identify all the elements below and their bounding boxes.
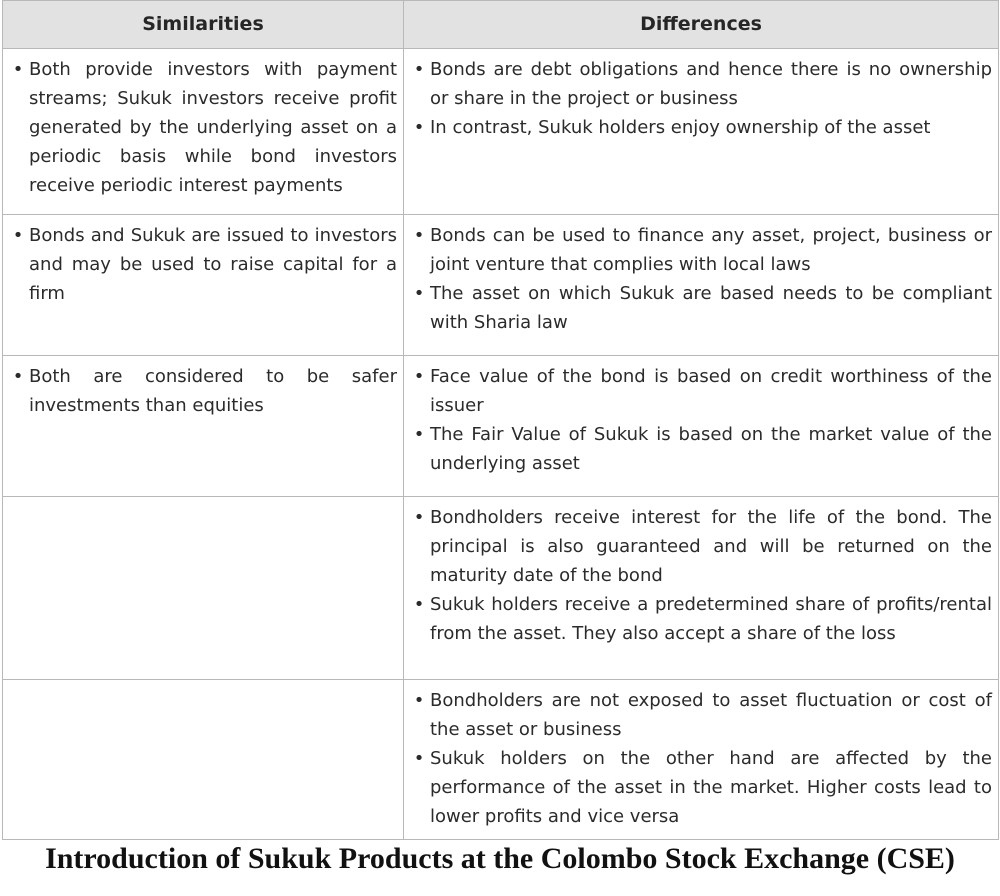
comparison-table — [2, 0, 999, 840]
similarities-cell-empty — [3, 680, 404, 840]
differences-cell — [404, 680, 999, 840]
list-item — [410, 420, 992, 478]
list-item-text: Both provide investors with payment streams; Sukuk investors receive profit generated by the underlying asset on a periodic basis while bond investors receive periodic interest payments — [29, 59, 397, 196]
bullet-list — [9, 55, 397, 200]
differences-header: Differences — [404, 1, 999, 49]
bullet-icon: • — [413, 225, 425, 246]
list-item — [410, 503, 992, 590]
similarities-header: Similarities — [3, 1, 404, 49]
list-item — [9, 55, 397, 200]
bullet-list — [410, 362, 992, 478]
table-header-row — [3, 1, 999, 49]
list-item — [410, 590, 992, 648]
table-row — [3, 680, 999, 840]
table-row — [3, 497, 999, 680]
bullet-icon: • — [413, 117, 425, 138]
list-item — [410, 55, 992, 113]
similarities-cell — [3, 49, 404, 215]
bullet-list — [410, 686, 992, 831]
differences-cell — [404, 356, 999, 497]
document-caption: Introduction of Sukuk Products at the Colombo Stock Exchange (CSE) — [45, 842, 955, 875]
bullet-icon: • — [413, 507, 425, 528]
list-item-text: Bonds can be used to finance any asset, project, business or joint venture that complies with local laws — [430, 225, 992, 275]
bullet-list — [410, 221, 992, 337]
table-row — [3, 49, 999, 215]
bullet-list — [410, 503, 992, 648]
bullet-icon: • — [413, 690, 425, 711]
bullet-icon: • — [413, 424, 425, 445]
differences-cell — [404, 215, 999, 356]
list-item — [410, 113, 992, 142]
bullet-list — [9, 362, 397, 420]
bullet-icon: • — [413, 366, 425, 387]
list-item-text: Sukuk holders receive a predetermined share of profits/rental from the asset. They also accept a share of the loss — [430, 594, 992, 644]
similarities-cell — [3, 215, 404, 356]
list-item-text: Bonds and Sukuk are issued to investors and may be used to raise capital for a firm — [29, 225, 397, 304]
list-item — [410, 686, 992, 744]
list-item — [410, 221, 992, 279]
list-item — [9, 362, 397, 420]
list-item-text: In contrast, Sukuk holders enjoy ownership of the asset — [430, 117, 931, 138]
list-item — [410, 279, 992, 337]
similarities-cell-empty — [3, 497, 404, 680]
similarities-cell — [3, 356, 404, 497]
bullet-list — [9, 221, 397, 308]
list-item-text: Both are considered to be safer investments than equities — [29, 366, 397, 416]
list-item — [9, 221, 397, 308]
bullet-icon: • — [12, 59, 24, 80]
bullet-list — [410, 55, 992, 142]
differences-cell — [404, 49, 999, 215]
bullet-icon: • — [413, 59, 425, 80]
list-item-text: Face value of the bond is based on credit worthiness of the issuer — [430, 366, 992, 416]
list-item-text: Bonds are debt obligations and hence there is no ownership or share in the project or business — [430, 59, 992, 109]
bullet-icon: • — [413, 594, 425, 615]
bullet-icon: • — [413, 283, 425, 304]
list-item-text: The asset on which Sukuk are based needs to be compliant with Sharia law — [430, 283, 992, 333]
table-row — [3, 215, 999, 356]
bullet-icon: • — [12, 366, 24, 387]
differences-cell — [404, 497, 999, 680]
list-item-text: Sukuk holders on the other hand are affected by the performance of the asset in the market. Higher costs lead to lower profits and vice versa — [430, 748, 992, 827]
bullet-icon: • — [413, 748, 425, 769]
list-item — [410, 744, 992, 831]
list-item-text: Bondholders are not exposed to asset fluctuation or cost of the asset or business — [430, 690, 992, 740]
table-row — [3, 356, 999, 497]
list-item-text: Bondholders receive interest for the life of the bond. The principal is also guaranteed and will be returned on the maturity date of the bond — [430, 507, 992, 586]
bullet-icon: • — [12, 225, 24, 246]
list-item — [410, 362, 992, 420]
list-item-text: The Fair Value of Sukuk is based on the market value of the underlying asset — [430, 424, 992, 474]
